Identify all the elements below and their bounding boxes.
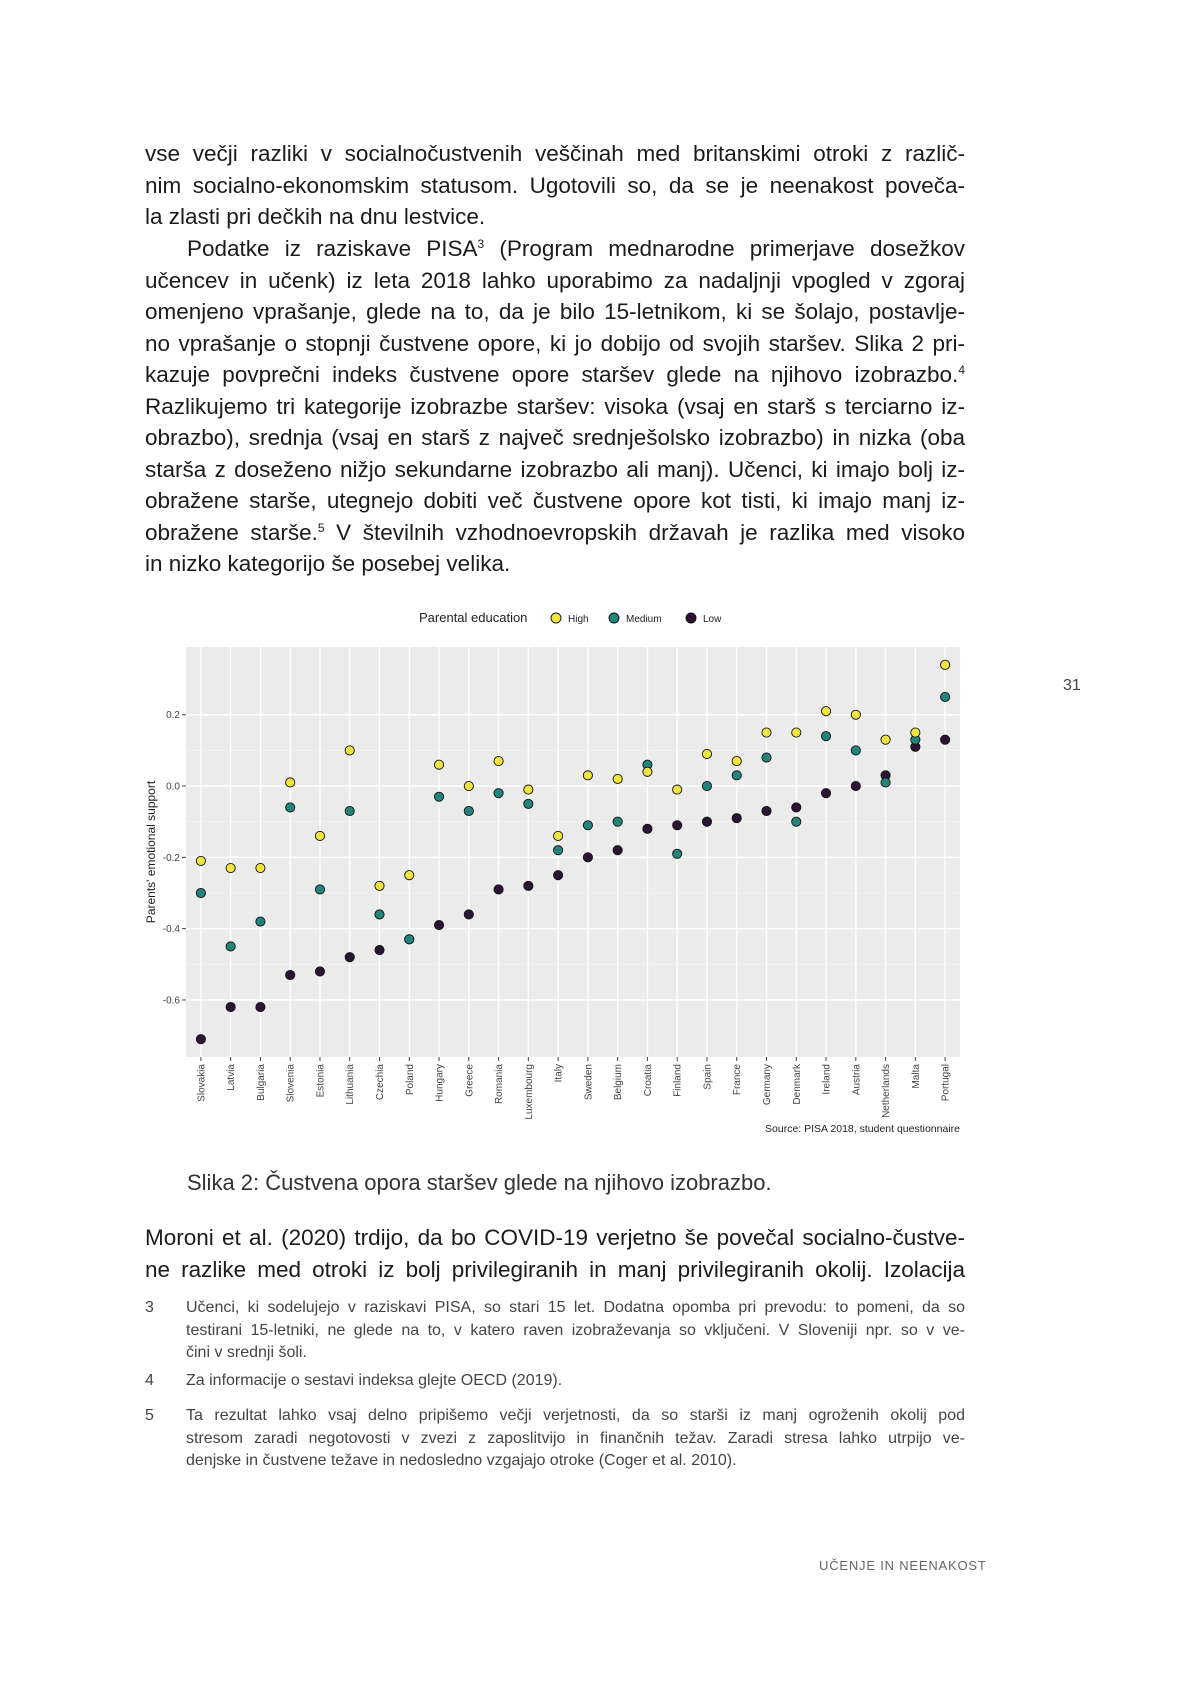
text-line: no vprašanje o stopnji čustvene opore, ki jo dobijo od svojih staršev. Slika 2 pri- xyxy=(145,330,965,356)
data-point-high xyxy=(554,831,563,840)
data-point-low xyxy=(673,821,682,830)
x-tick-label: Greece xyxy=(464,1064,476,1097)
data-point-medium xyxy=(464,806,473,815)
x-tick-label: Bulgaria xyxy=(255,1064,267,1101)
data-point-high xyxy=(256,863,265,872)
chart-source: Source: PISA 2018, student questionnaire xyxy=(765,1123,960,1135)
x-tick-label: Finland xyxy=(672,1064,684,1097)
x-tick-label: Latvia xyxy=(226,1064,238,1091)
y-tick-label: -0.6 xyxy=(162,995,180,1007)
data-point-medium xyxy=(256,917,265,926)
x-tick-label: Croatia xyxy=(642,1064,654,1097)
data-point-high xyxy=(792,728,801,737)
footnote-ref[interactable]: 5 xyxy=(317,520,325,535)
data-point-high xyxy=(345,746,354,755)
figure-caption: Slika 2: Čustvena opora staršev glede na njihovo izobrazbo. xyxy=(187,1170,772,1195)
x-tick-label: Slovenia xyxy=(285,1064,297,1103)
text-line: starša z doseženo nižjo sekundarne izobrazbo ali manj). Učenci, ki imajo bolj iz- xyxy=(145,456,965,482)
data-point-medium xyxy=(821,732,830,741)
data-point-high xyxy=(583,771,592,780)
footnote-line: denjske in čustvene težave in nedosledno vzgajajo otroke (Coger et al. 2010). xyxy=(186,1452,737,1469)
footnote-5 xyxy=(145,1405,965,1475)
legend-label: Medium xyxy=(626,614,662,625)
text-line: in nizko kategorijo še posebej velika. xyxy=(145,551,511,576)
data-point-medium xyxy=(792,817,801,826)
data-point-low xyxy=(196,1035,205,1044)
footnote-number: 5 xyxy=(145,1407,154,1424)
x-tick-label: Austria xyxy=(851,1064,863,1096)
text-line: Moroni et al. (2020) trdijo, da bo COVID-19 verjetno še povečal socialno-čustve- xyxy=(145,1225,965,1250)
legend-title: Parental education xyxy=(419,610,528,625)
data-point-medium xyxy=(226,942,235,951)
plot-panel xyxy=(186,647,960,1057)
legend-swatch xyxy=(686,613,696,623)
paragraph-1 xyxy=(145,138,965,233)
data-point-medium xyxy=(286,803,295,812)
text-line: obrazbo), srednja (vsaj en starš z največ srednješolsko izobrazbo) in nizka (oba xyxy=(145,425,965,450)
data-point-medium xyxy=(673,849,682,858)
data-point-low xyxy=(554,871,563,880)
footnote-number: 3 xyxy=(145,1299,154,1316)
x-tick-label: Poland xyxy=(404,1064,416,1096)
data-point-medium xyxy=(494,789,503,798)
data-point-low xyxy=(941,735,950,744)
x-tick-label: Luxembourg xyxy=(523,1064,535,1120)
data-point-low xyxy=(256,1002,265,1011)
x-tick-label: Ireland xyxy=(821,1064,833,1095)
y-tick-label: -0.4 xyxy=(162,924,180,936)
data-point-low xyxy=(583,853,592,862)
legend-label: Low xyxy=(703,614,722,625)
x-tick-label: Romania xyxy=(494,1064,506,1105)
text-line: obražene starše, utegnejo dobiti več čustvene opore kot tisti, ki imajo manj iz- xyxy=(145,488,965,513)
running-footer: UČENJE IN NEENAKOST xyxy=(819,1558,987,1573)
data-point-low xyxy=(792,803,801,812)
text-line: učencev in učenk) iz leta 2018 lahko uporabimo za nadaljnji vpogled v zgoraj xyxy=(145,267,965,293)
data-point-low xyxy=(821,789,830,798)
text-line: nim socialno-ekonomskim statusom. Ugotovili so, da se je neenakost poveča- xyxy=(145,172,965,198)
data-point-low xyxy=(524,881,533,890)
data-point-high xyxy=(762,728,771,737)
legend-swatch xyxy=(609,613,619,623)
data-point-medium xyxy=(315,885,324,894)
data-point-low xyxy=(434,920,443,929)
text-line: vse večji razliki v socialnočustvenih veščinah med britanskimi otroki z različ- xyxy=(145,141,965,166)
footnote-4 xyxy=(145,1370,965,1394)
footnote-line: Učenci, ki sodelujejo v raziskavi PISA, so stari 15 let. Dodatna opomba pri prevodu: to pomeni, da so xyxy=(186,1299,965,1316)
text-line: Podatke iz raziskave PISA$^3$ (Program mednarodne primerjave dosežkov xyxy=(187,236,965,261)
data-point-high xyxy=(315,831,324,840)
data-point-high xyxy=(375,881,384,890)
data-point-medium xyxy=(762,753,771,762)
text-line: la zlasti pri dečkih na dnu lestvice. xyxy=(145,204,486,229)
legend-label: High xyxy=(568,614,589,625)
footnote-line: čini v srednji šoli. xyxy=(186,1344,307,1361)
data-point-medium xyxy=(583,821,592,830)
data-point-high xyxy=(881,735,890,744)
data-point-medium xyxy=(941,692,950,701)
data-point-low xyxy=(226,1002,235,1011)
scatter-chart xyxy=(142,602,972,1137)
x-tick-label: Germany xyxy=(762,1064,773,1106)
data-point-medium xyxy=(434,792,443,801)
data-point-low xyxy=(345,953,354,962)
x-tick-label: Slovakia xyxy=(196,1064,208,1102)
text-line: obražene starše.$^5$ V številnih vzhodnoevropskih državah je razlika med visoko xyxy=(145,519,965,545)
x-tick-label: Netherlands xyxy=(881,1064,893,1118)
x-tick-label: Italy xyxy=(553,1064,565,1083)
data-point-high xyxy=(673,785,682,794)
data-point-high xyxy=(226,863,235,872)
data-point-high xyxy=(524,785,533,794)
footnote-ref[interactable]: 3 xyxy=(477,237,485,251)
data-point-high xyxy=(405,871,414,880)
data-point-high xyxy=(494,756,503,765)
footnote-ref[interactable]: 4 xyxy=(958,363,965,377)
footnote-line: Za informacije o sestavi indeksa glejte OECD (2019). xyxy=(186,1372,563,1389)
data-point-medium xyxy=(851,746,860,755)
legend-swatch xyxy=(551,613,561,623)
y-axis-label: Parents' emotional support xyxy=(144,780,158,924)
x-tick-label: Portugal xyxy=(940,1064,952,1102)
data-point-high xyxy=(434,760,443,769)
data-point-medium xyxy=(881,778,890,787)
data-point-high xyxy=(196,856,205,865)
data-point-high xyxy=(941,660,950,669)
data-point-low xyxy=(643,824,652,833)
data-point-high xyxy=(286,778,295,787)
data-point-high xyxy=(911,728,920,737)
data-point-low xyxy=(315,967,324,976)
text-line: Razlikujemo tri kategorije izobrazbe staršev: visoka (vsaj en starš s terciarno iz- xyxy=(145,393,965,419)
figure-chart xyxy=(142,602,972,1137)
x-tick-label: Czechia xyxy=(375,1064,386,1101)
paragraph-2 xyxy=(145,233,965,580)
text-line: kazuje povprečni indeks čustvene opore staršev glede na njihovo izobrazbo.$^4$ xyxy=(145,362,965,387)
y-tick-label: -0.2 xyxy=(162,852,180,864)
data-point-high xyxy=(643,767,652,776)
data-point-high xyxy=(702,749,711,758)
data-point-low xyxy=(494,885,503,894)
data-point-medium xyxy=(702,781,711,790)
footnote-line: stresom zaradi negotovosti v zvezi z zaposlitvijo in finančnih težav. Zaradi stresa lahko utrpijo ve- xyxy=(186,1429,965,1447)
x-tick-label: Spain xyxy=(702,1064,714,1090)
data-point-medium xyxy=(405,935,414,944)
data-point-medium xyxy=(345,806,354,815)
data-point-low xyxy=(702,817,711,826)
data-point-medium xyxy=(375,910,384,919)
data-point-high xyxy=(851,710,860,719)
y-tick-label: 0.2 xyxy=(166,710,180,722)
data-point-low xyxy=(851,781,860,790)
data-point-low xyxy=(464,910,473,919)
data-point-high xyxy=(613,774,622,783)
data-point-medium xyxy=(554,846,563,855)
footnote-line: Ta rezultat lahko vsaj delno pripišemo večji verjetnosti, da so starši iz manj ogroženih okolij pod xyxy=(186,1407,965,1424)
x-tick-label: France xyxy=(732,1064,744,1096)
text-line: ne razlike med otroki iz bolj privilegiranih in manj privilegiranih okolij. Izolacija xyxy=(145,1256,965,1282)
data-point-low xyxy=(762,806,771,815)
x-tick-label: Estonia xyxy=(315,1064,327,1098)
data-point-high xyxy=(464,781,473,790)
text-line: omenjeno vprašanje, glede na to, da je bilo 15-letnikom, ki se šolajo, postavlje- xyxy=(145,299,965,324)
data-point-medium xyxy=(524,799,533,808)
data-point-low xyxy=(732,814,741,823)
x-tick-label: Malta xyxy=(910,1064,922,1089)
x-tick-label: Lithuania xyxy=(345,1064,357,1105)
x-tick-label: Sweden xyxy=(583,1064,595,1101)
data-point-medium xyxy=(613,817,622,826)
x-tick-label: Denmark xyxy=(791,1064,803,1105)
page-number: 31 xyxy=(1063,677,1081,694)
data-point-high xyxy=(732,756,741,765)
x-tick-label: Belgium xyxy=(613,1064,625,1101)
y-tick-label: 0.0 xyxy=(166,781,180,793)
data-point-low xyxy=(613,846,622,855)
data-point-medium xyxy=(732,771,741,780)
footnote-number: 4 xyxy=(145,1372,154,1389)
footnote-line: testirani 15-letniki, ne glede na to, v katero raven izobraževanja so vključeni. V Sloveniji npr. so v ve- xyxy=(186,1321,965,1339)
data-point-high xyxy=(821,707,830,716)
x-tick-label: Hungary xyxy=(434,1064,446,1102)
data-point-medium xyxy=(196,888,205,897)
data-point-low xyxy=(286,970,295,979)
footnote-3 xyxy=(145,1297,965,1367)
paragraph-3 xyxy=(145,1222,965,1285)
data-point-low xyxy=(375,945,384,954)
